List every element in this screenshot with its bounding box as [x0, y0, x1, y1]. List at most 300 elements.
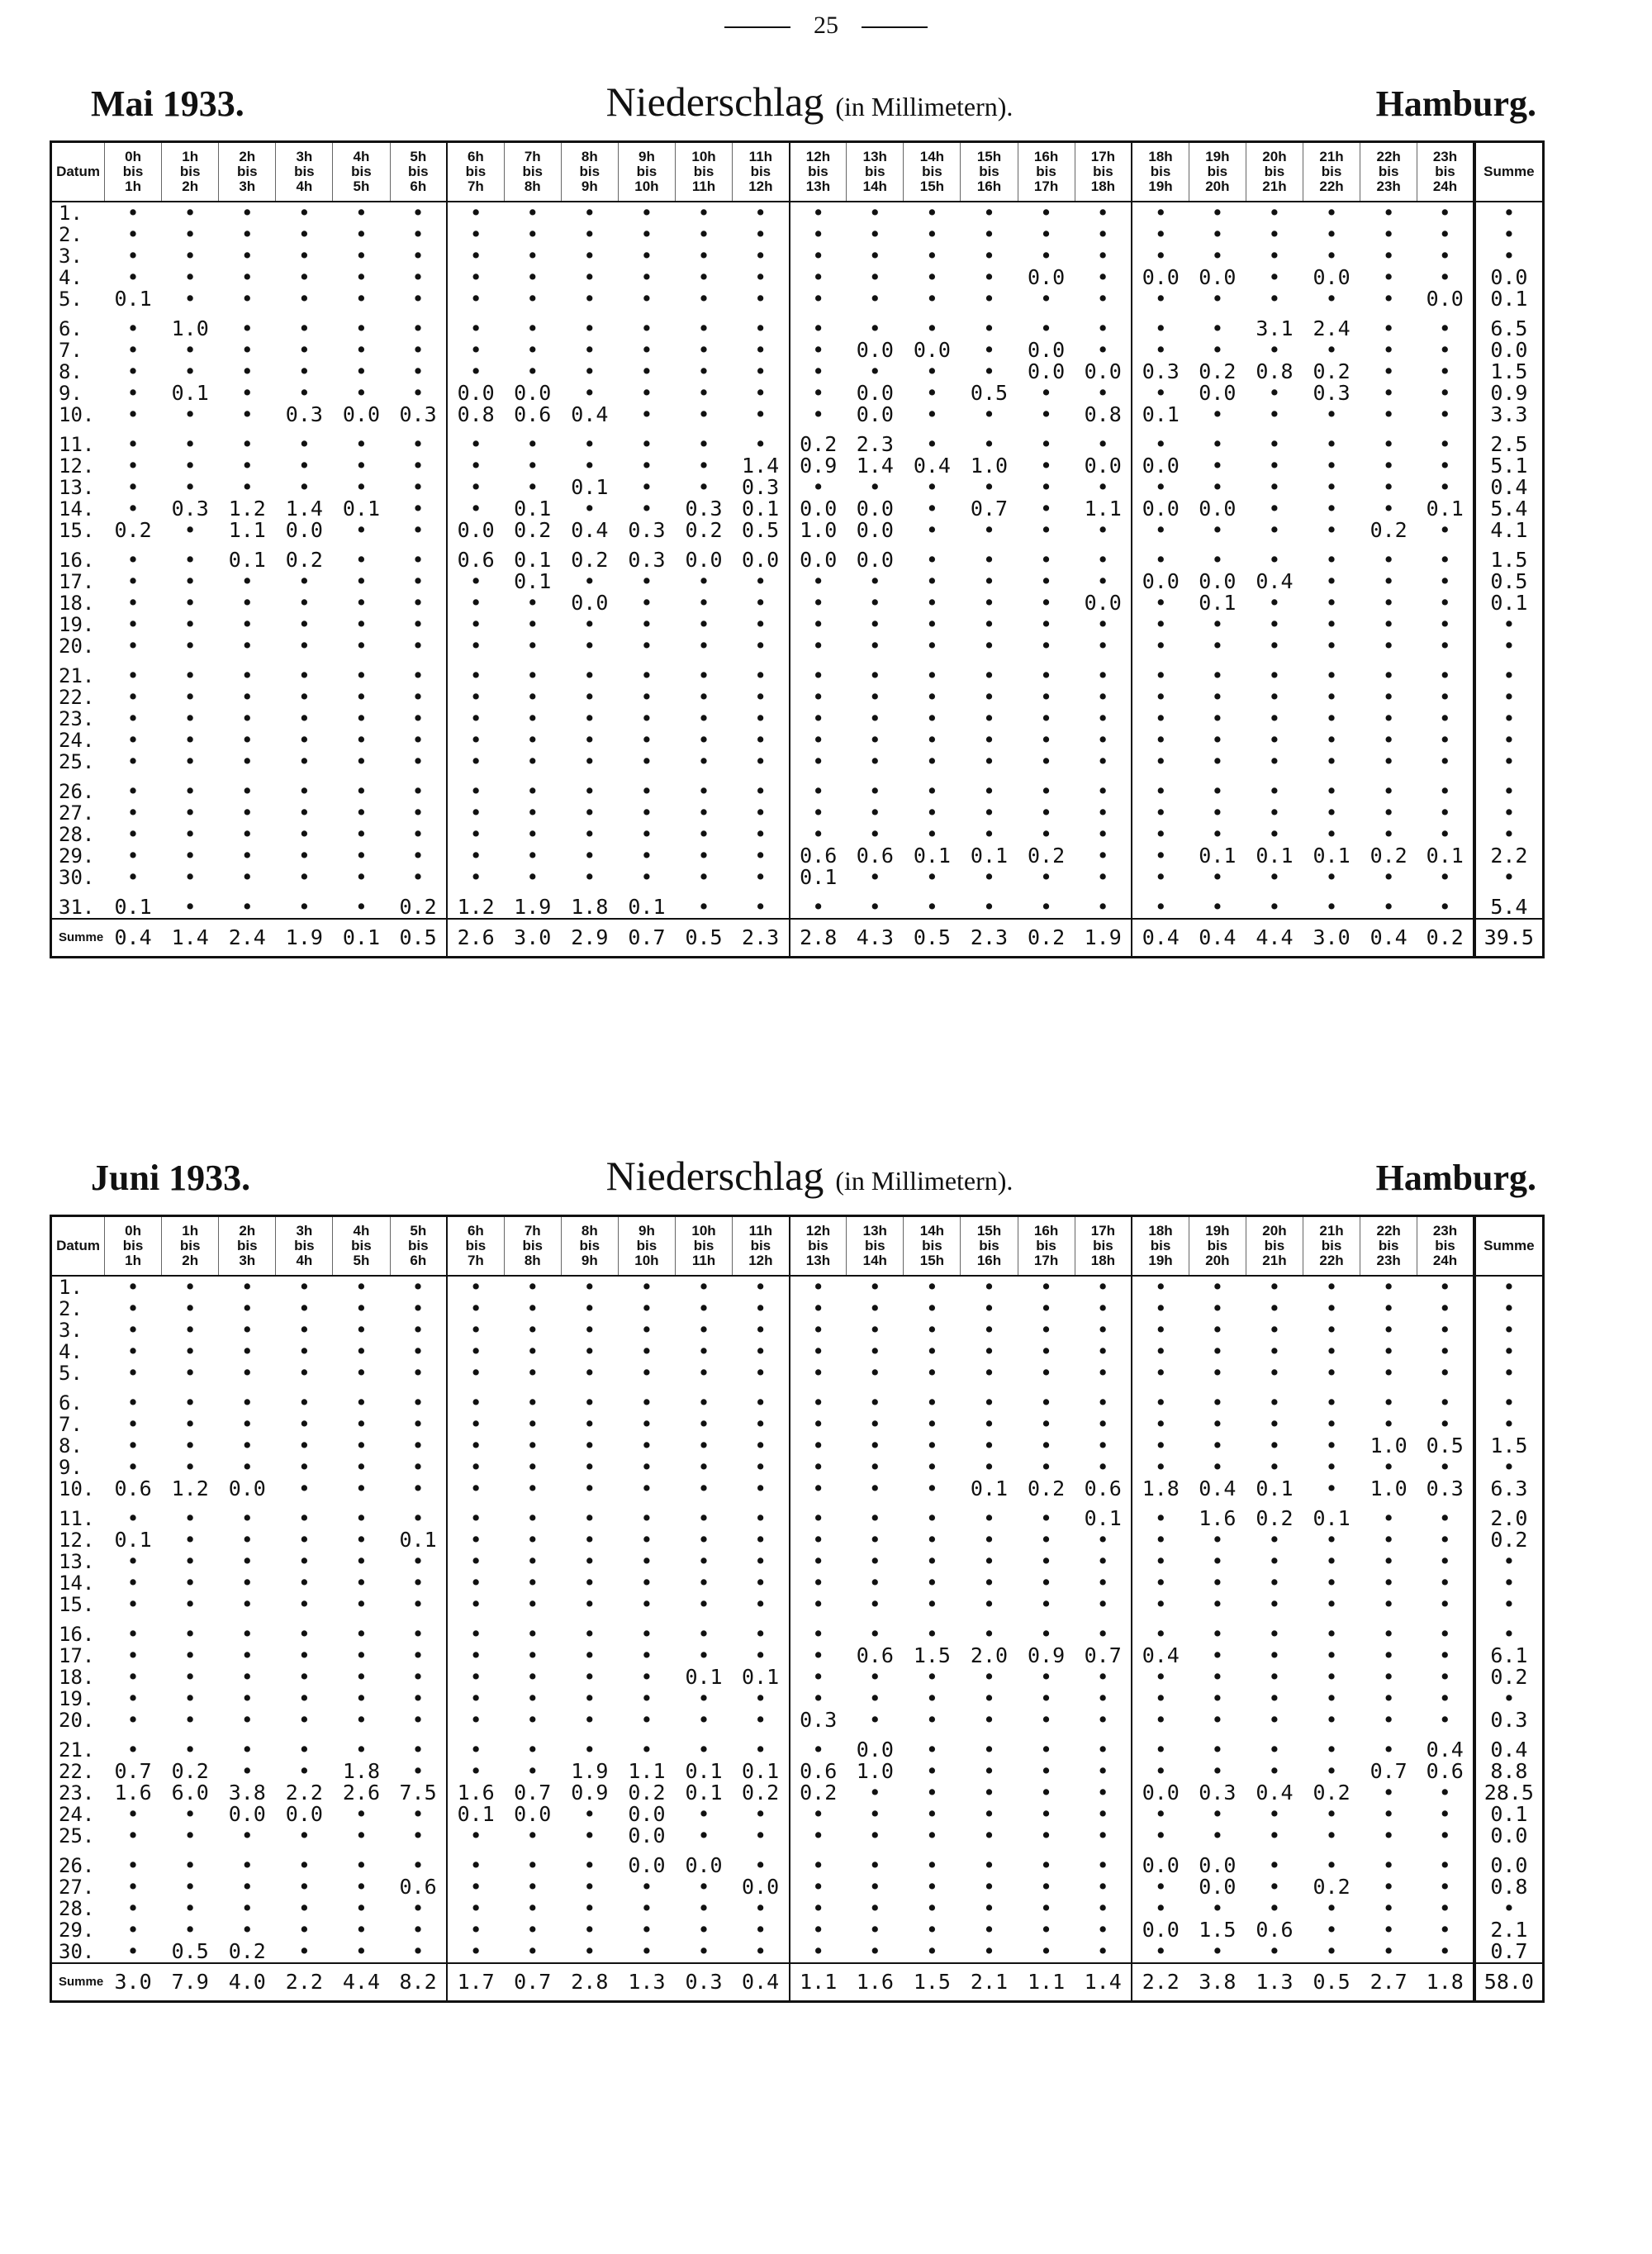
value-cell: 0.3: [1313, 383, 1351, 404]
hourly-sum-cell: 2.4: [219, 919, 276, 958]
value-cell: •: [1438, 867, 1451, 888]
value-cell: •: [812, 1645, 825, 1667]
value-cell: •: [240, 665, 254, 687]
gap-cell: [1018, 888, 1075, 896]
gap-cell: [504, 1500, 561, 1508]
value-cell: •: [1438, 549, 1451, 571]
value-cell: 0.6: [800, 1761, 838, 1782]
value-cell: 0.2: [1313, 1782, 1351, 1804]
gap-cell: [105, 657, 162, 665]
table-row: [51, 267, 1544, 288]
value-cell: •: [925, 1508, 938, 1529]
value-cell: •: [1325, 224, 1338, 245]
value-cell: •: [640, 1624, 653, 1645]
value-cell: 0.6: [800, 845, 838, 867]
value-cell: •: [1268, 1435, 1281, 1457]
value-cell: •: [583, 1624, 596, 1645]
value-cell: •: [1382, 340, 1395, 361]
value-cell: •: [868, 1876, 881, 1898]
value-cell: •: [1438, 404, 1451, 426]
value-cell: •: [1211, 1825, 1224, 1847]
gap-cell: [504, 1384, 561, 1392]
value-cell: •: [1075, 687, 1132, 708]
value-cell: •: [240, 1529, 254, 1551]
hour-column-header: [618, 1216, 675, 1277]
value-cell: 0.4: [1256, 1782, 1294, 1804]
gap-cell: [51, 1615, 105, 1624]
value-cell: 0.0: [342, 404, 381, 426]
value-cell: •: [1325, 549, 1338, 571]
value-cell: 0.1: [733, 1667, 790, 1688]
gap-cell: [561, 657, 618, 665]
sum-row: [51, 1963, 1544, 2002]
value-cell: •: [1325, 1529, 1338, 1551]
value-cell: •: [1211, 1898, 1224, 1919]
value-cell: •: [868, 1320, 881, 1341]
daily-sum-cell: •: [1474, 867, 1544, 888]
value-cell: •: [183, 1898, 197, 1919]
value-cell: •: [1040, 1667, 1053, 1688]
value-cell: 0.0: [1426, 288, 1464, 310]
hour-header-part: 5h: [353, 178, 370, 194]
gap-cell: [790, 1384, 847, 1392]
value-cell: •: [812, 1457, 825, 1478]
value-cell: •: [183, 687, 197, 708]
value-cell: 0.0: [1199, 383, 1237, 404]
daily-sum-cell: •: [1474, 1276, 1544, 1298]
value-cell: •: [126, 1898, 140, 1919]
gap-cell: [1417, 657, 1474, 665]
hour-header-part: bis: [693, 164, 714, 179]
value-cell: •: [1382, 267, 1395, 288]
value-cell: •: [1075, 1551, 1132, 1572]
gap-cell: [847, 426, 904, 434]
daily-sum-cell: •: [1474, 1298, 1544, 1320]
value-cell: •: [526, 224, 539, 245]
gap-cell: [675, 426, 732, 434]
table-row: [51, 1624, 1544, 1645]
value-cell: •: [583, 498, 596, 520]
date-cell: 8.: [59, 1435, 83, 1457]
daily-sum-cell: •: [1474, 1320, 1544, 1341]
value-cell: 0.3: [685, 498, 723, 520]
value-cell: •: [1211, 730, 1224, 751]
hour-header-part: bis: [922, 1238, 942, 1253]
hour-column-header: [1246, 1216, 1303, 1277]
hourly-sum-cell: 2.8: [790, 919, 847, 958]
value-cell: •: [526, 1594, 539, 1615]
value-cell: •: [640, 1298, 653, 1320]
gap-cell: [276, 541, 333, 549]
hour-header-part: bis: [579, 1238, 601, 1253]
gap-cell: [447, 541, 504, 549]
value-cell: •: [354, 455, 368, 477]
value-cell: •: [240, 802, 254, 824]
value-cell: •: [1040, 1414, 1053, 1435]
value-cell: •: [1211, 802, 1224, 824]
hour-header-part: bis: [922, 164, 942, 179]
value-cell: •: [526, 1529, 539, 1551]
value-cell: •: [126, 361, 140, 383]
hour-header-part: 14h: [919, 149, 945, 164]
value-cell: •: [868, 867, 881, 888]
gap-cell: [1474, 1615, 1544, 1624]
value-cell: •: [526, 1941, 539, 1963]
value-cell: •: [1211, 288, 1224, 310]
value-cell: •: [354, 1414, 368, 1435]
value-cell: •: [868, 665, 881, 687]
value-cell: •: [1382, 635, 1395, 657]
gap-cell: [904, 1615, 961, 1624]
gap-cell: [1417, 888, 1474, 896]
hour-header-part: 23h: [1376, 178, 1401, 194]
value-cell: 0.0: [457, 383, 495, 404]
gap-cell: [961, 1731, 1018, 1739]
value-cell: •: [1211, 455, 1224, 477]
value-cell: •: [354, 340, 368, 361]
value-cell: •: [697, 1508, 710, 1529]
value-cell: •: [390, 1341, 447, 1362]
gap-cell: [51, 310, 105, 318]
value-cell: 0.2: [571, 549, 609, 571]
value-cell: 0.1: [1426, 498, 1464, 520]
value-cell: •: [390, 571, 447, 592]
table-row: [51, 1782, 1544, 1804]
value-cell: 0.0: [1142, 498, 1180, 520]
value-cell: •: [982, 1508, 996, 1529]
value-cell: •: [1268, 1710, 1281, 1731]
value-cell: •: [183, 571, 197, 592]
value-cell: •: [1438, 477, 1451, 498]
value-cell: •: [1075, 477, 1132, 498]
value-cell: •: [526, 245, 539, 267]
hour-header-part: 24h: [1432, 178, 1458, 194]
hour-header-part: bis: [408, 164, 429, 179]
value-cell: •: [925, 318, 938, 340]
value-cell: •: [1040, 383, 1053, 404]
value-cell: •: [1382, 1276, 1395, 1298]
value-cell: •: [390, 549, 447, 571]
hour-column-header: [219, 142, 276, 202]
value-cell: •: [982, 665, 996, 687]
value-cell: •: [1154, 1710, 1167, 1731]
value-cell: •: [183, 245, 197, 267]
date-cell: 11.: [59, 434, 95, 455]
hour-header-part: bis: [122, 1238, 144, 1253]
value-cell: •: [982, 1876, 996, 1898]
hour-column-header: [675, 142, 732, 202]
value-cell: •: [469, 455, 482, 477]
value-cell: •: [1211, 318, 1224, 340]
gap-cell: [961, 1847, 1018, 1855]
value-cell: •: [1154, 1594, 1167, 1615]
value-cell: •: [183, 1392, 197, 1414]
value-cell: •: [640, 318, 653, 340]
value-cell: •: [390, 1457, 447, 1478]
date-cell: 15.: [59, 520, 95, 541]
gap-cell: [276, 888, 333, 896]
hour-header-part: bis: [1036, 164, 1056, 179]
hour-header-part: 11h: [748, 149, 773, 164]
value-cell: •: [1075, 245, 1132, 267]
table-row: [51, 1508, 1544, 1529]
value-cell: •: [812, 1392, 825, 1414]
hour-header-part: 21h: [1319, 1223, 1344, 1239]
gap-cell: [219, 1731, 276, 1739]
hour-header-part: bis: [1435, 164, 1455, 179]
value-cell: •: [733, 340, 790, 361]
hourly-sum-cell: 1.8: [1417, 1963, 1474, 2002]
daily-sum-cell: •: [1474, 781, 1544, 802]
table-row: [51, 202, 1544, 224]
value-cell: •: [812, 1529, 825, 1551]
value-cell: 1.0: [1370, 1435, 1408, 1457]
value-cell: •: [183, 361, 197, 383]
value-cell: 0.1: [228, 549, 266, 571]
value-cell: 0.0: [1199, 498, 1237, 520]
value-cell: •: [526, 1320, 539, 1341]
value-cell: •: [354, 1804, 368, 1825]
value-cell: •: [640, 1919, 653, 1941]
table-row: [51, 1414, 1544, 1435]
value-cell: •: [868, 1298, 881, 1320]
gap-cell: [561, 773, 618, 781]
value-cell: •: [126, 571, 140, 592]
value-cell: •: [640, 614, 653, 635]
value-cell: •: [733, 1457, 790, 1478]
hour-header-part: bis: [865, 1238, 885, 1253]
table-row: [51, 1761, 1544, 1782]
value-cell: •: [126, 781, 140, 802]
value-cell: •: [240, 245, 254, 267]
value-cell: •: [1075, 614, 1132, 635]
value-cell: •: [1075, 1298, 1132, 1320]
value-cell: •: [982, 708, 996, 730]
gap-cell: [847, 657, 904, 665]
gap-cell: [847, 1731, 904, 1739]
value-cell: •: [526, 267, 539, 288]
value-cell: •: [390, 340, 447, 361]
date-cell: 20.: [59, 1710, 95, 1731]
gap-cell: [1303, 1615, 1360, 1624]
daily-sum-cell: •: [1474, 245, 1544, 267]
hour-header-part: bis: [979, 1238, 999, 1253]
value-cell: •: [183, 1594, 197, 1615]
hourly-sum-cell: 1.6: [847, 1963, 904, 2002]
gap-cell: [162, 1731, 219, 1739]
value-cell: •: [583, 1414, 596, 1435]
value-cell: •: [354, 635, 368, 657]
value-cell: •: [183, 1688, 197, 1710]
value-cell: •: [390, 1414, 447, 1435]
value-cell: •: [640, 434, 653, 455]
hour-header-part: bis: [122, 164, 144, 179]
hour-column-header: [733, 142, 790, 202]
value-cell: •: [697, 1594, 710, 1615]
table-row: [51, 1739, 1544, 1761]
value-cell: •: [868, 687, 881, 708]
value-cell: •: [183, 1320, 197, 1341]
value-cell: •: [733, 404, 790, 426]
value-cell: •: [1211, 1320, 1224, 1341]
date-cell: 27.: [59, 1876, 95, 1898]
hour-column-header: [1018, 1216, 1075, 1277]
date-cell: 28.: [59, 824, 95, 845]
table-row: [51, 361, 1544, 383]
month-title: Mai 1933.: [91, 83, 244, 124]
value-cell: •: [183, 1572, 197, 1594]
value-cell: •: [812, 1414, 825, 1435]
value-cell: •: [925, 477, 938, 498]
value-cell: •: [697, 1710, 710, 1731]
hour-column-header: [961, 142, 1018, 202]
hour-header-part: 23h: [1432, 149, 1458, 164]
value-cell: •: [183, 1624, 197, 1645]
value-cell: •: [1075, 1362, 1132, 1384]
gap-cell: [447, 1615, 504, 1624]
gap-cell: [618, 1731, 675, 1739]
value-cell: •: [297, 845, 311, 867]
daily-sum-cell: •: [1474, 224, 1544, 245]
date-cell: 22.: [59, 1761, 95, 1782]
hourly-sum-cell: 1.3: [1246, 1963, 1303, 2002]
value-cell: •: [183, 708, 197, 730]
value-cell: •: [1154, 1320, 1167, 1341]
value-cell: •: [183, 1457, 197, 1478]
value-cell: 0.1: [114, 288, 152, 310]
value-cell: •: [697, 896, 710, 919]
value-cell: •: [354, 1898, 368, 1919]
value-cell: •: [183, 614, 197, 635]
value-cell: 0.0: [1142, 1919, 1180, 1941]
value-cell: •: [1325, 1435, 1338, 1457]
value-cell: •: [126, 549, 140, 571]
value-cell: •: [390, 1710, 447, 1731]
value-cell: •: [1325, 1667, 1338, 1688]
value-cell: •: [982, 267, 996, 288]
value-cell: •: [1382, 896, 1395, 919]
gap-cell: [733, 773, 790, 781]
hour-header-part: 19h: [1148, 1253, 1173, 1268]
hourly-sum-cell: 1.1: [1018, 1963, 1075, 2002]
value-cell: •: [1268, 202, 1281, 224]
value-cell: •: [583, 1919, 596, 1941]
value-cell: •: [1154, 1572, 1167, 1594]
hour-header-part: 14h: [862, 1253, 887, 1268]
date-cell: 16.: [59, 549, 95, 571]
gap-cell: [333, 657, 390, 665]
hour-column-header: [333, 1216, 390, 1277]
table-row: [51, 434, 1544, 455]
value-cell: •: [126, 1825, 140, 1847]
table-row: [51, 1898, 1544, 1919]
value-cell: •: [583, 1710, 596, 1731]
value-cell: •: [240, 1667, 254, 1688]
value-cell: •: [733, 1624, 790, 1645]
hourly-sum-cell: 3.0: [1303, 919, 1360, 958]
value-cell: •: [1438, 1594, 1451, 1615]
table-row: [51, 1276, 1544, 1298]
value-cell: 0.5: [970, 383, 1009, 404]
value-cell: •: [1325, 202, 1338, 224]
value-cell: •: [390, 1508, 447, 1529]
value-cell: 1.4: [285, 498, 323, 520]
value-cell: •: [697, 1624, 710, 1645]
gap-cell: [162, 426, 219, 434]
value-cell: •: [1382, 1341, 1395, 1362]
table-row: [51, 708, 1544, 730]
value-cell: 0.4: [571, 520, 609, 541]
value-cell: •: [469, 1855, 482, 1876]
daily-sum-cell: 1.5: [1474, 361, 1544, 383]
value-cell: •: [183, 635, 197, 657]
value-cell: •: [925, 1876, 938, 1898]
value-cell: •: [868, 1804, 881, 1825]
value-cell: •: [982, 1529, 996, 1551]
value-cell: •: [733, 802, 790, 824]
value-cell: 1.0: [856, 1761, 894, 1782]
value-cell: •: [1438, 1898, 1451, 1919]
gap-cell: [1075, 1847, 1132, 1855]
hour-header-part: 15h: [919, 178, 945, 194]
value-cell: •: [1075, 781, 1132, 802]
value-cell: •: [469, 267, 482, 288]
value-cell: •: [1075, 318, 1132, 340]
value-cell: •: [183, 1876, 197, 1898]
gap-cell: [618, 541, 675, 549]
value-cell: •: [583, 434, 596, 455]
value-cell: 1.2: [457, 896, 495, 919]
value-cell: •: [1382, 1392, 1395, 1414]
hour-header-part: bis: [1435, 1238, 1455, 1253]
hourly-sum-cell: 1.4: [1075, 1963, 1132, 2002]
date-cell: 5.: [59, 288, 83, 310]
value-cell: •: [1438, 802, 1451, 824]
hour-header-part: bis: [865, 164, 885, 179]
value-cell: •: [526, 1919, 539, 1941]
value-cell: 0.0: [1199, 1855, 1237, 1876]
value-cell: •: [1268, 1761, 1281, 1782]
date-cell: 24.: [59, 1804, 95, 1825]
gap-cell: [1189, 1384, 1246, 1392]
value-cell: •: [583, 1572, 596, 1594]
value-cell: •: [240, 1739, 254, 1761]
value-cell: 0.0: [685, 1855, 723, 1876]
value-cell: •: [1325, 1478, 1338, 1500]
value-cell: •: [1154, 1898, 1167, 1919]
table-subtitle: (in Millimetern).: [835, 1166, 1014, 1196]
value-cell: •: [1154, 751, 1167, 773]
daily-sum-cell: 5.4: [1474, 896, 1544, 919]
value-cell: •: [240, 340, 254, 361]
value-cell: •: [640, 751, 653, 773]
value-cell: •: [812, 1919, 825, 1941]
date-cell: 14.: [59, 1572, 95, 1594]
value-cell: •: [733, 1298, 790, 1320]
hourly-sum-cell: 2.1: [961, 1963, 1018, 2002]
gap-cell: [961, 1500, 1018, 1508]
hour-header-part: 22h: [1376, 1223, 1401, 1239]
value-cell: •: [1075, 1898, 1132, 1919]
value-cell: •: [1154, 1392, 1167, 1414]
value-cell: •: [583, 665, 596, 687]
value-cell: •: [1211, 824, 1224, 845]
date-cell: 2.: [59, 1298, 83, 1320]
gap-cell: [1132, 541, 1189, 549]
hourly-sum-cell: 2.2: [1132, 1963, 1189, 2002]
value-cell: •: [354, 361, 368, 383]
value-cell: •: [1154, 867, 1167, 888]
